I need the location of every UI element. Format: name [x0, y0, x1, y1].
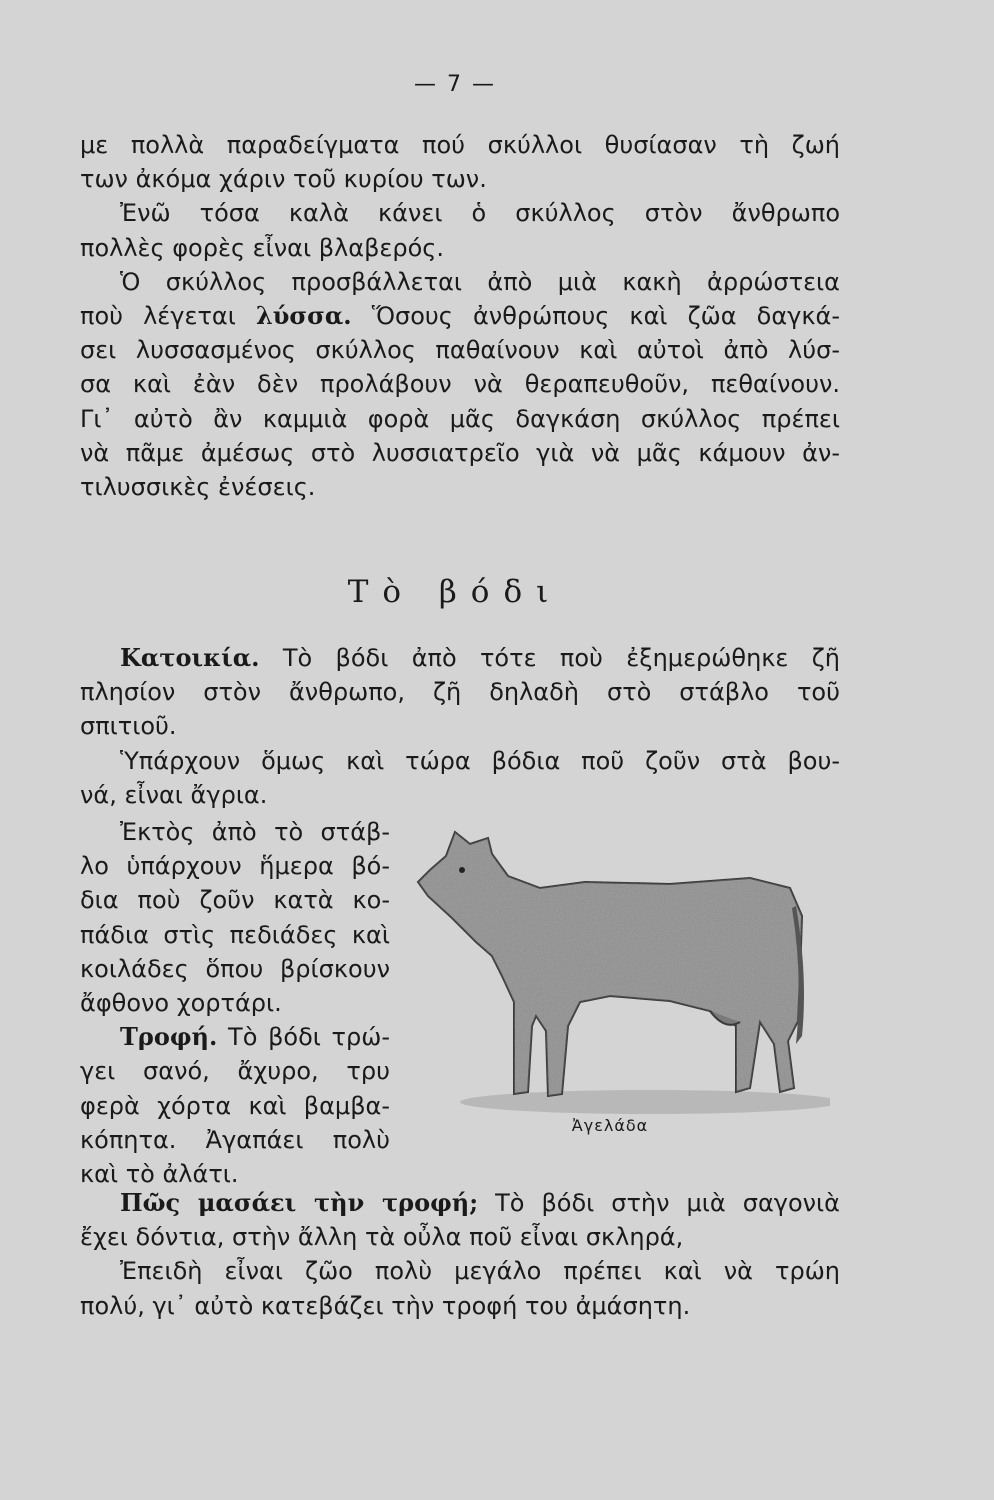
- text-segment: Τὸ βόδι στὴν μιὰ σαγονιὰ: [478, 1189, 841, 1217]
- term-lyssa: λύσσα.: [255, 301, 352, 331]
- ox-habitat-text: [80, 641, 840, 812]
- text-line: κόπητα. Ἀγαπάει πολὺ: [80, 1125, 390, 1154]
- wrapped-text: [80, 815, 390, 1191]
- heading-trofi: Τροφή.: [120, 1022, 218, 1052]
- text-line: πάδια στὶς πεδιάδες καὶ: [80, 920, 390, 949]
- heading-masaei: Πῶς μασάει τὴν τροφή;: [120, 1188, 479, 1217]
- text-line-masaei: [80, 1186, 840, 1220]
- text-line: των ἀκόμα χάριν τοῦ κυρίου των.: [80, 165, 487, 194]
- text-line-lyssa: [80, 299, 840, 333]
- text-line: νὰ πᾶμε ἀμέσως στὸ λυσσιατρεῖο γιὰ νὰ μᾶς κάμουν ἀν-: [80, 438, 840, 467]
- text-line: Ἐπειδὴ εἶναι ζῶο πολὺ μεγάλο πρέπει καὶ νὰ τρώη: [120, 1257, 840, 1286]
- heading-katoikia: Κατοικία.: [120, 643, 260, 672]
- text-line: σα καὶ ἐὰν δὲν προλάβουν νὰ θεραπευθοῦν, πεθαίνουν.: [80, 370, 840, 399]
- chewing-text: [80, 1186, 840, 1323]
- text-line: ἔχει δόντια, στὴν ἄλλη τὰ οὖλα ποῦ εἶναι σκληρά,: [80, 1223, 684, 1252]
- cow-image: [410, 826, 830, 1116]
- text-line: Ἐκτὸς ἀπὸ τὸ στάβ-: [120, 818, 390, 846]
- text-line-trofi: [80, 1020, 390, 1054]
- text-line: λο ὑπάρχουν ἥμερα βό-: [80, 852, 390, 881]
- text-line: Γι᾽ αὐτὸ ἂν καμμιὰ φορὰ μᾶς δαγκάση σκύλλος πρέπει: [80, 404, 840, 433]
- text-line: πολύ, γι᾽ αὐτὸ κατεβάζει τὴν τροφή του ἀμάσητη.: [80, 1291, 691, 1320]
- text-line: σει λυσσασμένος σκύλλος παθαίνουν καὶ αὐτοὶ ἀπὸ λύσ-: [80, 336, 840, 365]
- text-line: Ὑπάρχουν ὅμως καὶ τώρα βόδια ποῦ ζοῦν στὰ βου-: [120, 746, 840, 775]
- text-line: πολλὲς φορὲς εἶναι βλαβερός.: [80, 233, 444, 262]
- section-title: Τὸ βόδι: [347, 574, 563, 610]
- text-line: σπιτιοῦ.: [80, 712, 177, 741]
- text-line-katoikia: [80, 641, 840, 675]
- cow-eye: [459, 867, 465, 873]
- text-line: νά, εἶναι ἄγρια.: [80, 780, 268, 809]
- text-line: Ὁ σκύλλος προσβάλλεται ἀπὸ μιὰ κακὴ ἀρρώστεια: [120, 267, 840, 296]
- text-line: τιλυσσικὲς ἐνέσεις.: [80, 473, 316, 502]
- text-line: πλησίον στὸν ἄνθρωπο, ζῆ δηλαδὴ στὸ στάβλο τοῦ: [80, 678, 840, 707]
- text-line: δια ποὺ ζοῦν κατὰ κο-: [80, 886, 390, 915]
- text-line: ἄφθονο χορτάρι.: [80, 989, 282, 1018]
- text-line: καὶ τὸ ἀλάτι.: [80, 1160, 239, 1189]
- dog-text: [80, 128, 840, 504]
- text-line: με πολλὰ παραδείγματα πού σκύλλοι θυσίασαν τὴ ζωή: [80, 131, 840, 159]
- text-line: κοιλάδες ὅπου βρίσκουν: [80, 954, 390, 983]
- page-number: — 7 —: [414, 72, 496, 97]
- cow-body: [418, 832, 804, 1096]
- text-segment: ποὺ λέγεται: [80, 302, 256, 331]
- text-line: Ἐνῶ τόσα καλὰ κάνει ὁ σκύλλος στὸν ἄνθρωπο: [120, 199, 840, 228]
- figure-caption: Ἀγελάδα: [571, 1116, 649, 1135]
- text-line: φερὰ χόρτα καὶ βαμβα-: [80, 1091, 390, 1120]
- text-segment: Ὅσους ἀνθρώπους καὶ ζῶα δαγκά-: [351, 302, 840, 331]
- text-line: γει σανό, ἄχυρο, τρυ: [80, 1057, 390, 1086]
- text-segment: Τὸ βόδι τρώ-: [217, 1023, 390, 1052]
- text-segment: Τὸ βόδι ἀπὸ τότε ποὺ ἐξημερώθηκε ζῆ: [259, 644, 840, 672]
- cow-illustration: [410, 826, 830, 1166]
